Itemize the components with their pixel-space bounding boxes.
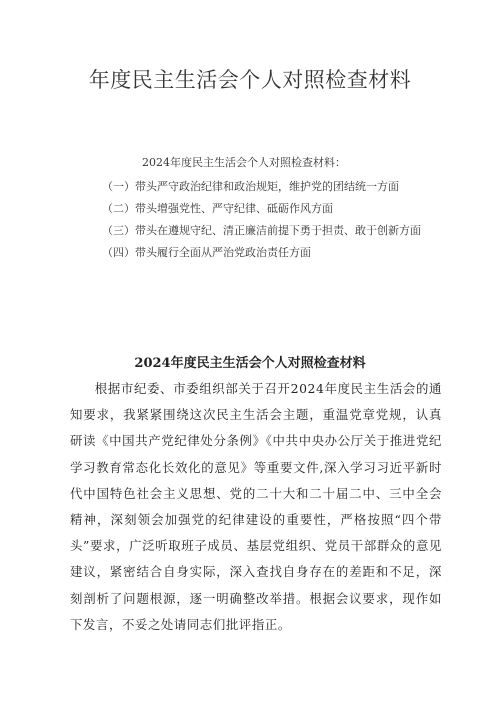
body-paragraph: 根据市纪委、市委组织部关于召开2024年度民主生活会的通知要求，我紧紧围绕这次民主生活会主题，重温党章党规，认真研读《中国共产党纪律处分条例》《中共中央办公厅关于推进党纪学习教育常态化长效化的意见》等重要文件,深入学习习近平新时代中国特色社会主义思想、党的二十大和二十届二中、三中全会精神，深刻领会加强党的纪律建设的重要性，严格按照“四个带头”要求，广泛听取班子成员、基层党组织、党员干部群众的意见建议，紧密结合自身实际，深入查找自身存在的差距和不足，深刻剖析了问题根源，逐一明确整改举措。根据会议要求，现作如下发言，不妥之处请同志们批评指正。 xyxy=(70,381,442,632)
body-text xyxy=(70,376,442,638)
toc-item: （一）带头严守政治纪律和政治规矩，维护党的团结统一方面 xyxy=(102,180,399,193)
document-title: 年度民主生活会个人对照检查材料 xyxy=(88,68,412,92)
toc-item: （二）带头增强党性、严守纪律、砥砺作风方面 xyxy=(102,202,333,215)
table-of-contents xyxy=(72,152,444,264)
toc-item: （四）带头履行全面从严治党政治责任方面 xyxy=(102,246,311,259)
toc-item: （三）带头在遵规守纪、清正廉洁前提下勇于担责、敢于创新方面 xyxy=(102,224,421,237)
section-title: 2024年度民主生活会个人对照检查材料 xyxy=(134,356,366,371)
toc-heading: 2024年度民主生活会个人对照检查材料： xyxy=(142,156,346,169)
